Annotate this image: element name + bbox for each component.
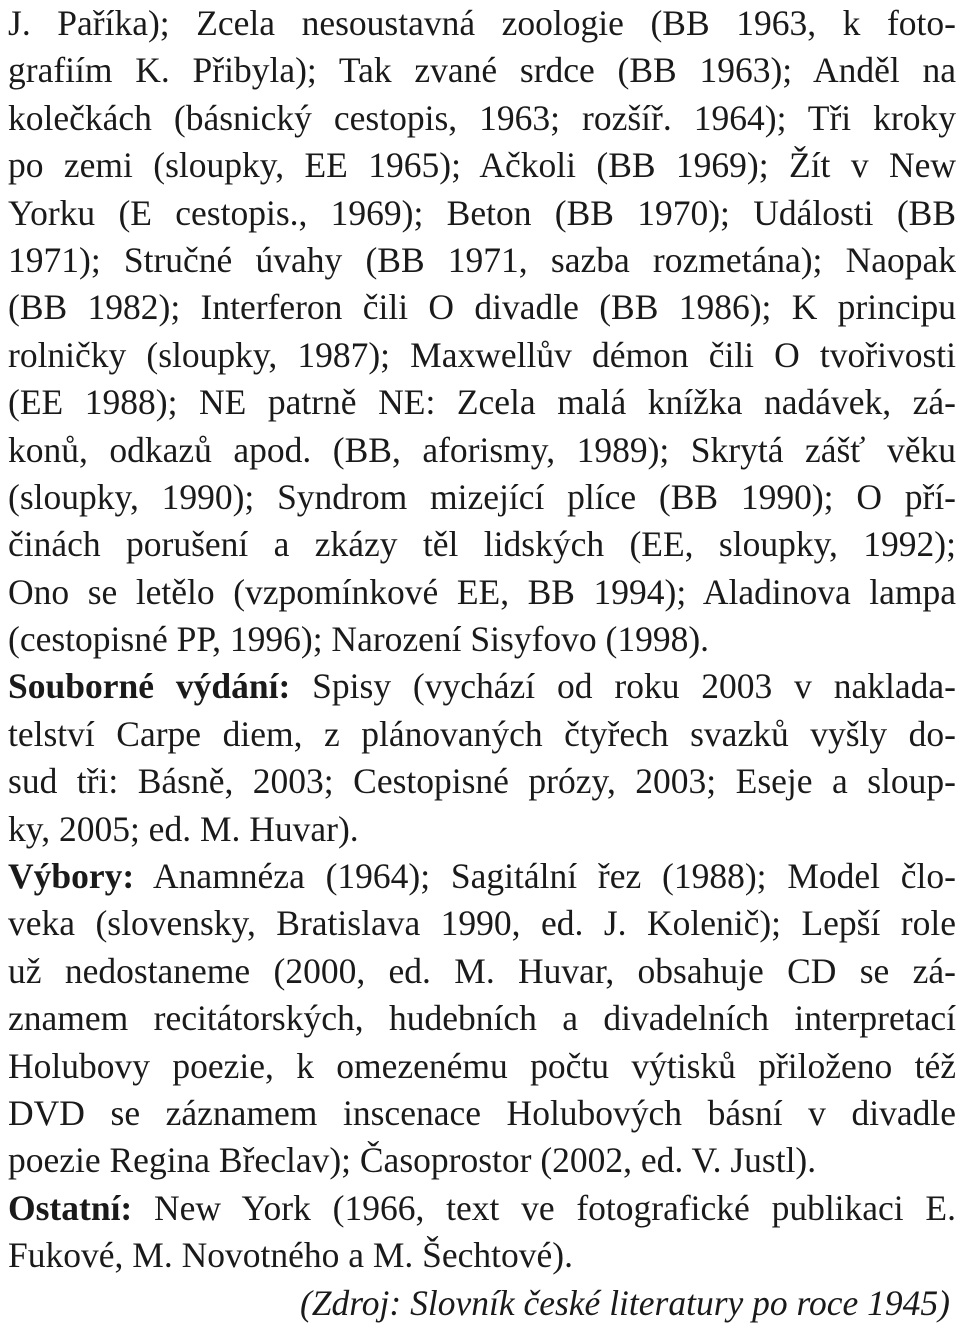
text-line: kolečkách (básnický cestopis, 1963; rozšíř. 1964); Tři kroky xyxy=(8,97,956,138)
text-line: znamem recitátorských, hudebních a divadelních interpretací xyxy=(8,998,956,1039)
text-line: už nedostaneme (2000, ed. M. Huvar, obsahuje CD se zá- xyxy=(8,950,956,991)
text-line: J. Paříka); Zcela nesoustavná zoologie (BB 1963, k foto- xyxy=(8,3,956,43)
text-line: konů, odkazů apod. (BB, aforismy, 1989); Skrytá zášť věku xyxy=(8,429,956,470)
text-line: (EE 1988); NE patrně NE: Zcela malá knížka nadávek, zá- xyxy=(8,382,956,423)
text-line: Fukové, M. Novotného a M. Šechtové). xyxy=(8,1235,573,1276)
text-line: rolničky (sloupky, 1987); Maxwellův démon čili O tvořivosti xyxy=(8,334,956,375)
text-line: grafiím K. Přibyla); Tak zvané srdce (BB 1963); Anděl na xyxy=(8,50,956,91)
section-label: Ostatní: xyxy=(8,1187,133,1228)
text-line: ky, 2005; ed. M. Huvar). xyxy=(8,808,359,849)
section-first-line xyxy=(8,853,956,900)
section-text: New York (1966, text ve fotografické publikaci E. xyxy=(132,1187,956,1228)
text-line: DVD se záznamem inscenace Holubových básní v divadle xyxy=(8,1092,956,1133)
section-first-line xyxy=(8,1185,956,1232)
section-label: Výbory: xyxy=(8,856,135,897)
text-line: veka (slovensky, Bratislava 1990, ed. J. Kolenič); Lepší role xyxy=(8,903,956,944)
text-line: telství Carpe diem, z plánovaných čtyřech svazků vyšly do- xyxy=(8,713,956,754)
vybory-section xyxy=(8,853,956,1185)
text-line: sud tři: Básně, 2003; Cestopisné prózy, 2003; Eseje a sloup- xyxy=(8,761,956,802)
section-text: Spisy (vychází od roku 2003 v naklada- xyxy=(290,666,956,707)
text-line: Ono se letělo (vzpomínkové EE, BB 1994); Aladinova lampa xyxy=(8,571,956,612)
text-line: (BB 1982); Interferon čili O divadle (BB 1986); K principu xyxy=(8,287,956,328)
source-citation: (Zdroj: Slovník české literatury po roce 1945) xyxy=(299,1282,950,1323)
section-label: Souborné výdání: xyxy=(8,666,291,707)
bibliography-section xyxy=(8,0,956,663)
section-text: Anamnéza (1964); Sagitální řez (1988); Model člo- xyxy=(134,856,956,897)
text-line: poezie Regina Břeclav); Časoprostor (2002, ed. V. Justl). xyxy=(8,1140,817,1181)
souborne-vydani-section xyxy=(8,663,956,853)
text-line: (sloupky, 1990); Syndrom mizející plíce (BB 1990); O pří- xyxy=(8,476,956,517)
document-page xyxy=(8,0,956,1327)
text-line: Holubovy poezie, k omezenému počtu výtisků přiloženo též xyxy=(8,1045,956,1086)
text-line: (cestopisné PP, 1996); Narození Sisyfovo (1998). xyxy=(8,619,710,660)
section-first-line xyxy=(8,663,956,710)
text-line: 1971); Stručné úvahy (BB 1971, sazba rozmetána); Naopak xyxy=(8,239,956,280)
ostatni-section xyxy=(8,1185,956,1280)
text-line: po zemi (sloupky, EE 1965); Ačkoli (BB 1969); Žít v New xyxy=(8,145,956,186)
text-line: činách porušení a zkázy těl lidských (EE, sloupky, 1992); xyxy=(8,524,956,565)
text-line: Yorku (E cestopis., 1969); Beton (BB 1970); Události (BB xyxy=(8,192,956,233)
